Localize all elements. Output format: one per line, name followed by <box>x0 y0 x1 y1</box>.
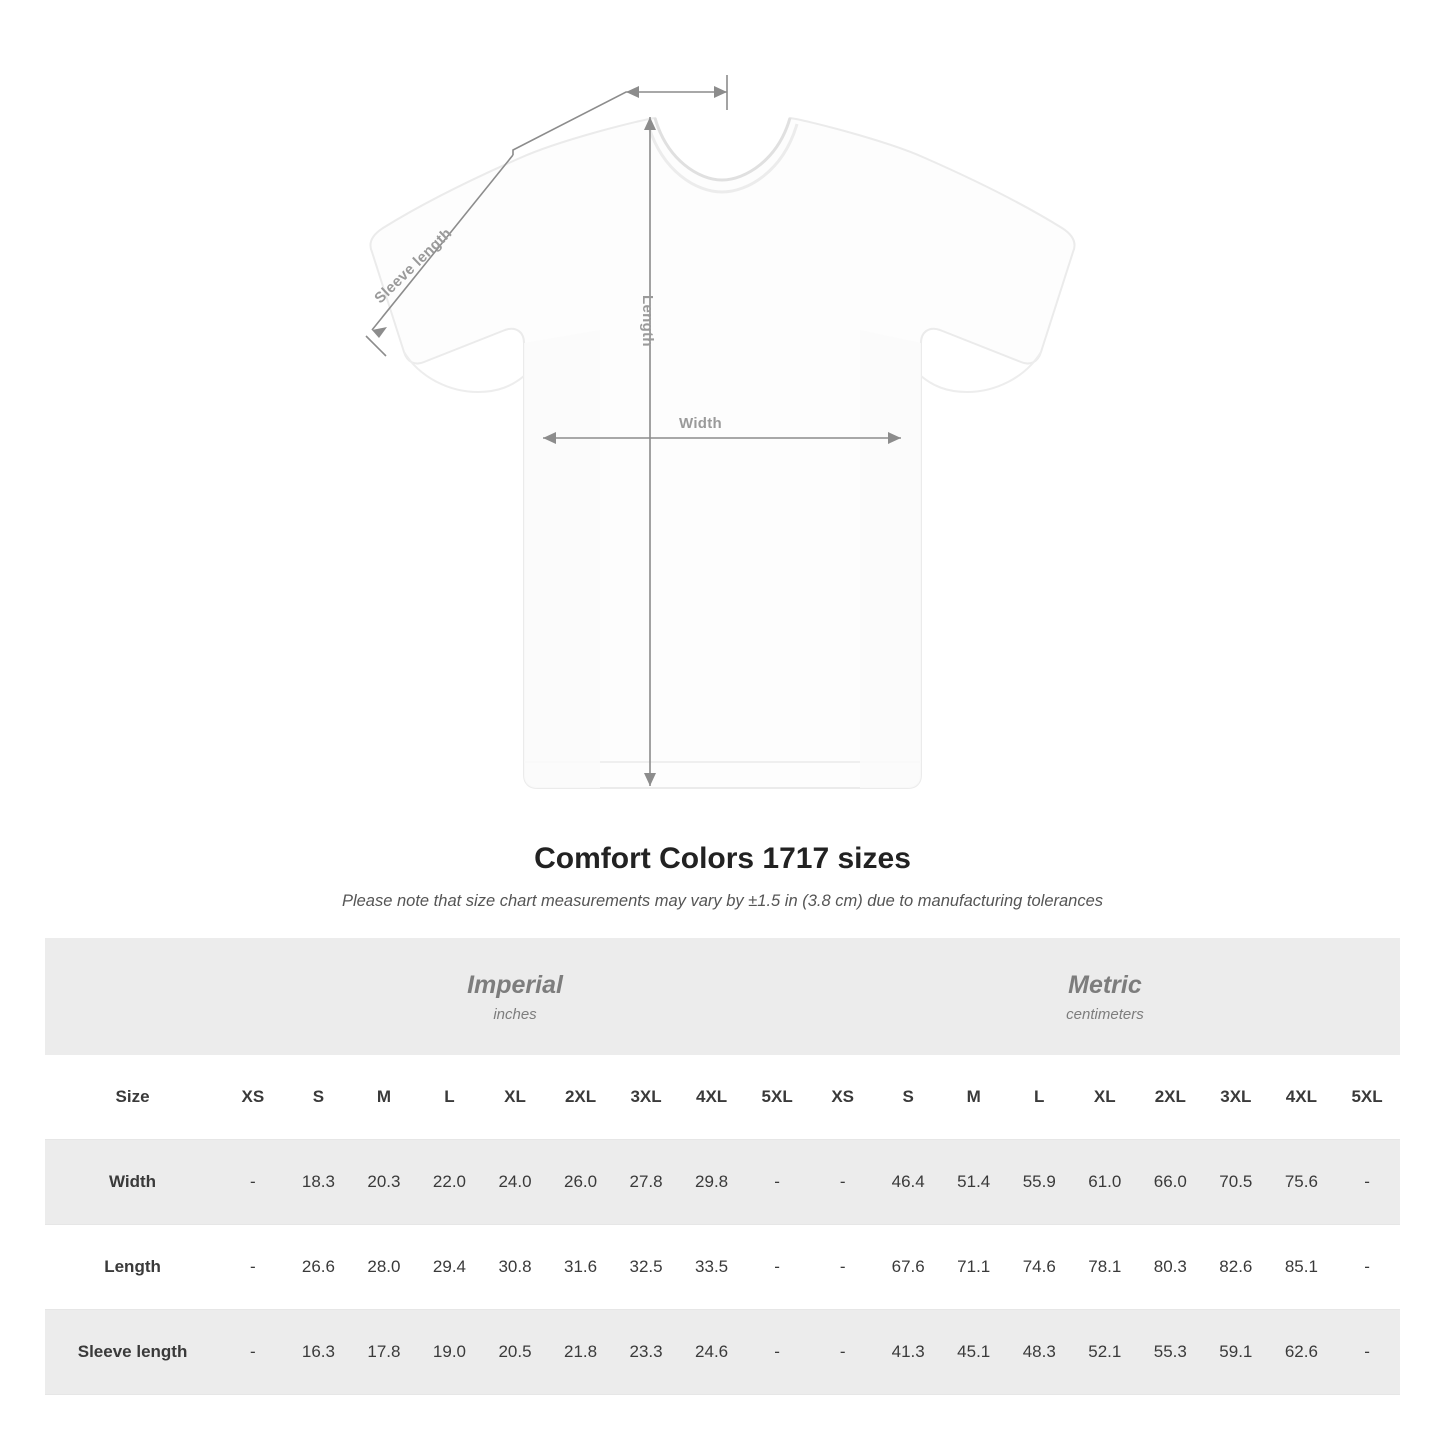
width-metric-l: 55.9 <box>1006 1140 1072 1225</box>
length-metric-l: 74.6 <box>1006 1225 1072 1310</box>
length-imperial-4xl: 33.5 <box>679 1225 745 1310</box>
size-col-imperial-s: S <box>286 1055 352 1140</box>
unit-name-metric: Metric <box>1068 971 1142 1000</box>
width-imperial-xl: 24.0 <box>482 1140 548 1225</box>
size-col-metric-xl: XL <box>1072 1055 1138 1140</box>
sleeve-metric-4xl: 62.6 <box>1269 1310 1335 1395</box>
width-imperial-3xl: 27.8 <box>613 1140 679 1225</box>
sleeve-metric-m: 45.1 <box>941 1310 1007 1395</box>
size-col-imperial-4xl: 4XL <box>679 1055 745 1140</box>
size-chart-table <box>45 938 1400 1395</box>
sleeve-metric-l: 48.3 <box>1006 1310 1072 1395</box>
length-metric-xl: 78.1 <box>1072 1225 1138 1310</box>
width-imperial-5xl: - <box>744 1140 810 1225</box>
unit-name-imperial: Imperial <box>467 971 563 1000</box>
unit-header-spacer <box>45 938 220 1055</box>
length-metric-m: 71.1 <box>941 1225 1007 1310</box>
unit-header-metric <box>810 938 1400 1055</box>
sleeve-imperial-m: 17.8 <box>351 1310 417 1395</box>
width-metric-s: 46.4 <box>875 1140 941 1225</box>
chart-header <box>0 842 1445 911</box>
sleeve-metric-s: 41.3 <box>875 1310 941 1395</box>
size-col-metric-4xl: 4XL <box>1269 1055 1335 1140</box>
size-col-imperial-m: M <box>351 1055 417 1140</box>
length-imperial-s: 26.6 <box>286 1225 352 1310</box>
size-col-imperial-xl: XL <box>482 1055 548 1140</box>
tolerance-note: Please note that size chart measurements may vary by ±1.5 in (3.8 cm) due to manufacturing tolerances <box>341 892 1104 910</box>
width-dimension-label: Width <box>679 415 723 432</box>
sleeve-imperial-l: 19.0 <box>417 1310 483 1395</box>
unit-header-imperial <box>220 938 810 1055</box>
width-imperial-m: 20.3 <box>351 1140 417 1225</box>
width-metric-m: 51.4 <box>941 1140 1007 1225</box>
table-row-width <box>45 1140 1400 1225</box>
sleeve-metric-xs: - <box>810 1310 876 1395</box>
sleeve-imperial-5xl: - <box>744 1310 810 1395</box>
length-metric-2xl: 80.3 <box>1138 1225 1204 1310</box>
table-row-length <box>45 1225 1400 1310</box>
tshirt-shape <box>370 118 1074 788</box>
length-metric-4xl: 85.1 <box>1269 1225 1335 1310</box>
size-col-metric-5xl: 5XL <box>1334 1055 1400 1140</box>
width-imperial-s: 18.3 <box>286 1140 352 1225</box>
size-col-imperial-2xl: 2XL <box>548 1055 614 1140</box>
size-col-imperial-l: L <box>417 1055 483 1140</box>
length-imperial-m: 28.0 <box>351 1225 417 1310</box>
width-metric-3xl: 70.5 <box>1203 1140 1269 1225</box>
length-metric-s: 67.6 <box>875 1225 941 1310</box>
width-imperial-4xl: 29.8 <box>679 1140 745 1225</box>
width-imperial-xs: - <box>220 1140 286 1225</box>
size-col-metric-m: M <box>941 1055 1007 1140</box>
width-metric-xl: 61.0 <box>1072 1140 1138 1225</box>
sleeve-imperial-s: 16.3 <box>286 1310 352 1395</box>
length-metric-3xl: 82.6 <box>1203 1225 1269 1310</box>
width-metric-2xl: 66.0 <box>1138 1140 1204 1225</box>
size-col-imperial-5xl: 5XL <box>744 1055 810 1140</box>
sleeve-imperial-xl: 20.5 <box>482 1310 548 1395</box>
sleeve-imperial-2xl: 21.8 <box>548 1310 614 1395</box>
size-chart-table-wrapper <box>45 938 1400 1395</box>
sleeve-imperial-3xl: 23.3 <box>613 1310 679 1395</box>
unit-sub-metric: centimeters <box>1066 1005 1144 1023</box>
size-col-metric-s: S <box>875 1055 941 1140</box>
length-imperial-xl: 30.8 <box>482 1225 548 1310</box>
width-imperial-l: 22.0 <box>417 1140 483 1225</box>
row-label-width: Width <box>45 1140 220 1225</box>
sleeve-metric-3xl: 59.1 <box>1203 1310 1269 1395</box>
table-row-sleeve-length <box>45 1310 1400 1395</box>
row-label-length: Length <box>45 1225 220 1310</box>
size-col-metric-3xl: 3XL <box>1203 1055 1269 1140</box>
width-metric-xs: - <box>810 1140 876 1225</box>
length-imperial-l: 29.4 <box>417 1225 483 1310</box>
unit-sub-imperial: inches <box>493 1005 537 1023</box>
row-label-sleeve-length: Sleeve length <box>45 1310 220 1395</box>
page-title: Comfort Colors 1717 sizes <box>534 842 911 875</box>
size-header-row <box>45 1055 1400 1140</box>
unit-header-row <box>45 938 1400 1055</box>
sleeve-imperial-4xl: 24.6 <box>679 1310 745 1395</box>
size-header-label: Size <box>45 1055 220 1140</box>
width-metric-5xl: - <box>1334 1140 1400 1225</box>
sleeve-imperial-xs: - <box>220 1310 286 1395</box>
length-metric-5xl: - <box>1334 1225 1400 1310</box>
length-imperial-xs: - <box>220 1225 286 1310</box>
size-col-imperial-xs: XS <box>220 1055 286 1140</box>
sleeve-metric-xl: 52.1 <box>1072 1310 1138 1395</box>
length-imperial-2xl: 31.6 <box>548 1225 614 1310</box>
sleeve-metric-5xl: - <box>1334 1310 1400 1395</box>
size-col-metric-xs: XS <box>810 1055 876 1140</box>
sleeve-length-dimension-label: Sleeve length <box>371 224 456 307</box>
width-imperial-2xl: 26.0 <box>548 1140 614 1225</box>
size-col-metric-2xl: 2XL <box>1138 1055 1204 1140</box>
length-dimension-label: Length <box>639 295 656 347</box>
width-metric-4xl: 75.6 <box>1269 1140 1335 1225</box>
length-imperial-3xl: 32.5 <box>613 1225 679 1310</box>
length-imperial-5xl: - <box>744 1225 810 1310</box>
length-metric-xs: - <box>810 1225 876 1310</box>
size-col-metric-l: L <box>1006 1055 1072 1140</box>
size-col-imperial-3xl: 3XL <box>613 1055 679 1140</box>
sleeve-metric-2xl: 55.3 <box>1138 1310 1204 1395</box>
